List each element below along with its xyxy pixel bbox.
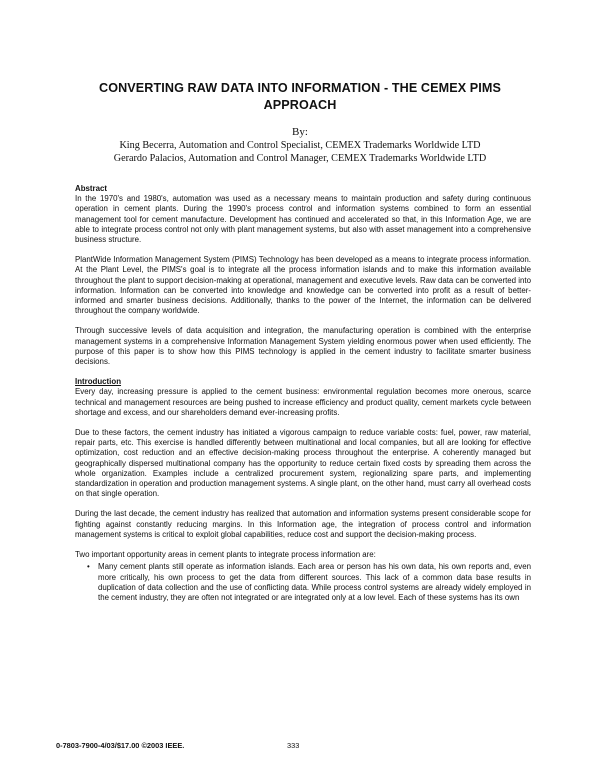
introduction-heading: Introduction — [75, 377, 122, 387]
introduction-paragraph-1: Every day, increasing pressure is applied to the cement business: environmental regulation becomes more onerous, scarce technical and management resources are being pushed to increase efficiency and product quality, cement markets cycle between shortage and excess, and our shareholders demand ever-increasing profits. — [75, 387, 531, 417]
abstract-paragraph-3: Through successive levels of data acquisition and integration, the manufacturing operation is combined with the enterprise management systems in a comprehensive Information Management System yielding enormous power when used efficiently. The purpose of this paper is to show how this PIMS technology is applied in the cement industry to facilitate smarter business decisions. — [75, 326, 531, 367]
bullet-text: Many cement plants still operate as information islands. Each area or person has his own data, his own reports and, even more critically, his own process to get the data from different sources. This lack of a common data base results in duplication of data collection and the use of conflicting data. While process control systems are already widely employed in the cement industry, they are often not integrated or are integrated only at a low level. Each of these systems has its own — [98, 562, 531, 602]
author-1: King Becerra, Automation and Control Specialist, CEMEX Trademarks Worldwide LTD — [119, 140, 481, 151]
bullet-icon: • — [87, 562, 90, 572]
list-item — [75, 562, 531, 603]
introduction-paragraph-2: Due to these factors, the cement industry has initiated a vigorous campaign to reduce variable costs: fuel, power, raw material, repair parts, etc. This exercise is handled differently between multinational and local companies, but all are looking for effective optimization, cost reduction and an effective decision-making process throughout the enterprise. A coherently managed but geographically dispersed multinational company has the opportunity to reduce certain fixed costs by spreading them across the whole organization. Examples include a centralized procurement system, regionalizing spare parts, and implementing standardization in operation and production management systems. A single plant, on the other hand, must carry all overhead costs on that single operation. — [75, 428, 531, 499]
paper-body — [75, 184, 531, 603]
copyright-footer: 0-7803-7900-4/03/$17.00 ©2003 IEEE. — [56, 741, 185, 750]
introduction-paragraph-4: Two important opportunity areas in cement plants to integrate process information are: — [75, 550, 376, 560]
abstract-heading: Abstract — [75, 184, 108, 193]
introduction-paragraph-3: During the last decade, the cement industry has realized that automation and information systems present considerable scope for fighting against constantly reducing margins. In this Information age, the integration of process control and information management systems is critical to exploit global capabilities, reduce cost and support the decision-making process. — [75, 509, 531, 539]
by-line: By: — [292, 126, 308, 138]
paper-title: CONVERTING RAW DATA INTO INFORMATION - THE CEMEX PIMS APPROACH — [99, 81, 501, 112]
author-list — [60, 139, 540, 165]
author-2: Gerardo Palacios, Automation and Control Manager, CEMEX Trademarks Worldwide LTD — [113, 153, 487, 164]
page-number: 333 — [287, 741, 300, 750]
abstract-paragraph-2: PlantWide Information Management System (PIMS) Technology has been developed as a means to integrate process information. At the Plant Level, the PIMS's goal is to integrate all the process information islands and to make this information available throughout the plant to support decision-making at operational, management and executive levels. Raw data can be converted into information. Information can be converted into knowledge and knowledge can be converted into profit as a result of better-informed and smarter business decisions. Additionally, thanks to the power of the Internet, the information can be delivered throughout the company worldwide. — [75, 255, 531, 316]
abstract-paragraph-1: In the 1970's and 1980's, automation was used as a necessary means to maintain production and safety during continuous operation in cement plants. During the 1990's process control and information systems combined to form an essential management tool for cement manufacture. Development has continued and accelerated so that, in this Information Age, we are able to integrate process control not only with plant management systems, but also with asset management into a comprehensive business structure. — [75, 194, 531, 245]
